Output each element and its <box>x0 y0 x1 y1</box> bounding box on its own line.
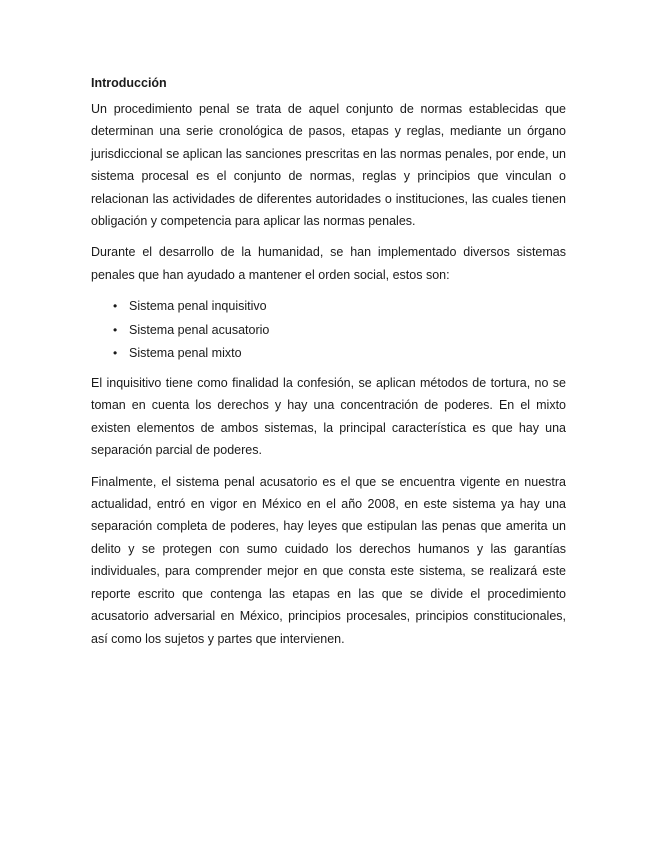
paragraph-definition: Un procedimiento penal se trata de aquel conjunto de normas establecidas que determinan una serie cronológica de pasos, etapas y reglas, mediante un órgano jurisdiccional se aplican las sanciones prescritas en las normas penales, por ende, un sistema procesal es el conjunto de normas, reglas y principios que vinculan o relacionan las actividades de diferentes autoridades o instituciones, las cuales tienen obligación y competencia para aplicar las normas penales. <box>91 102 566 229</box>
paragraph-accusatory: Finalmente, el sistema penal acusatorio es el que se encuentra vigente en nuestra actualidad, entró en vigor en México en el año 2008, en este sistema ya hay una separación completa de poderes, hay leyes que estipulan las penas que amerita un delito y se protegen con sumo cuidado los derechos humanos y las garantías individuales, para comprender mejor en que consta este sistema, se realizará este reporte escrito que contenga las etapas en las que se divide el procedimiento acusatorio adversarial en México, principios procesales, principios constitucionales, así como los sujetos y partes que intervienen. <box>91 474 566 646</box>
paragraph-systems-intro: Durante el desarrollo de la humanidad, se han implementado diversos sistemas penales que han ayudado a mantener el orden social, estos son: <box>91 245 566 282</box>
list-item <box>91 342 566 366</box>
bullet-icon: • <box>113 299 118 314</box>
list-item <box>91 319 566 343</box>
section-title: Introducción <box>91 76 167 90</box>
list-item <box>91 295 566 319</box>
bullet-icon: • <box>113 346 118 361</box>
document-page <box>91 73 566 659</box>
bullet-icon: • <box>113 322 118 337</box>
list-item-text: Sistema penal acusatorio <box>129 322 270 337</box>
paragraph-inquisitive-mixed: El inquisitivo tiene como finalidad la confesión, se aplican métodos de tortura, no se toman en cuenta los derechos y hay una concentración de poderes. En el mixto existen elementos de ambos sistemas, la principal característica es que hay una separación parcial de poderes. <box>91 376 566 458</box>
list-item-text: Sistema penal inquisitivo <box>129 299 267 314</box>
systems-list <box>91 295 566 366</box>
list-item-text: Sistema penal mixto <box>129 346 242 361</box>
